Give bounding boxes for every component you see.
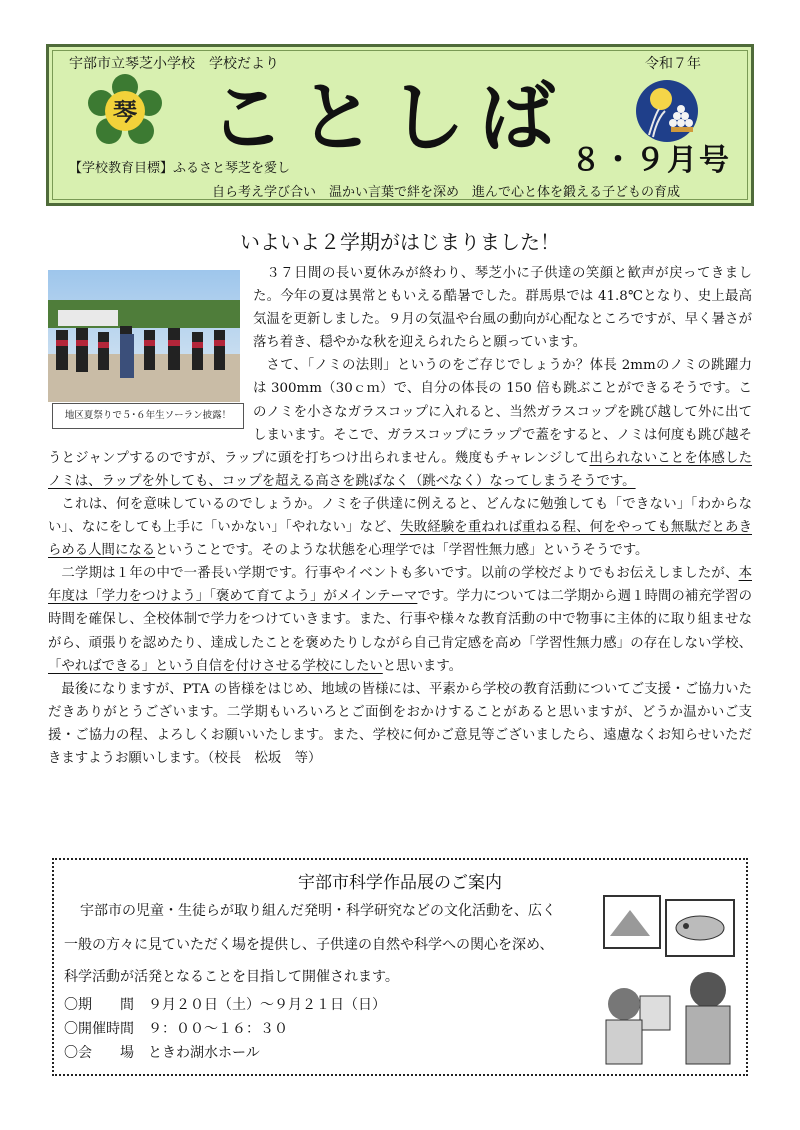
paragraph-4-text-end: と思います。: [382, 658, 463, 674]
paragraph-4-text: 二学期は１年の中で一番長い学期です。行事やイベントも多いです。以前の学校だよりでもお伝えしましたが、: [61, 566, 739, 582]
masthead-title: ことしば: [209, 73, 569, 162]
goal-text1: ふるさと琴芝を愛し: [173, 161, 291, 176]
paragraph-4-underlined-1: 本年度は「学力をつけよう」「褒めて育てよう」がメインテーマ: [48, 566, 752, 605]
paragraph-1: ３７日間の長い夏休みが終わり、琴芝小に子供達の笑顔と歓声が戻ってきました。今年の夏は異常ともいえる酷暑でした。群馬県では 41.8℃となり、史上最高気温を更新しました。９月の気温や台風の動向が心配なところですが、早く暑さが落ち着き、穏やかな秋を迎えられたらと願っています。: [253, 266, 752, 351]
emblem-glyph: 琴: [113, 97, 137, 126]
school-goal-line1: [69, 157, 290, 176]
festival-photo: [48, 270, 240, 402]
era-year: 令和７年: [645, 56, 701, 72]
newsletter-header: [46, 44, 754, 206]
science-exhibit-notice: [52, 858, 748, 1076]
paragraph-3-underlined: 失敗経験を重ねれば重ねる程、何をやっても無駄だとあきらめる人間になる: [48, 520, 752, 559]
paragraph-3: [48, 493, 752, 562]
goal-label: 【学校教育目標】: [69, 161, 174, 176]
school-goal-line2: 自ら考え学び合い 温かい言葉で絆を深め 進んで心と体を鍛える子どもの育成: [212, 185, 681, 200]
notice-venue: 〇会 場 ときわ湖水ホール: [64, 1045, 260, 1061]
paragraph-4: [48, 562, 752, 677]
notice-hours: 〇開催時間 ９：００～１６：３０: [64, 1021, 288, 1037]
article-title: いよいよ２学期がはじまりました！: [240, 230, 560, 254]
notice-title: 宇部市科学作品展のご案内: [298, 873, 502, 893]
notice-line2: 一般の方々に見ていただく場を提供し、子供達の自然や科学への関心を深め、: [64, 937, 554, 953]
photo-caption: 地区夏祭りで５･６年生ソーラン披露！: [52, 403, 244, 429]
paragraph-5: 最後になりますが、PTA の皆様をはじめ、地域の皆様には、平素から学校の教育活動についてご支援・ご協力いただきありがとうございます。二学期もいろいろとご面倒をおかけすることがあると思いますが、どうか温かいご支援・ご協力の程、よろしくお願いいたします。また、学校に何かご意見等ございましたら、遠慮なくお知らせいただきますようお願いします。（校長 松坂 等）: [48, 681, 752, 766]
notice-period: 〇期 間 ９月２０日（土）～９月２１日（日）: [64, 997, 386, 1013]
paragraph-3-text: これは、何を意味しているのでしょうか。ノミを子供達に例えると、どんなに勉強しても「できない」「わからない」、なにをしても上手に「いかない」「やれない」など、: [48, 496, 752, 536]
exhibit-illustration: [600, 892, 740, 1068]
paragraph-2-underlined: 出られないことを体感したノミは、ラップを外しても、コップを超える高さを跳ばなく（跳べなく）なってしまうそうです。: [48, 450, 753, 489]
school-emblem-icon: [87, 73, 163, 149]
notice-line3: 科学活動が活発となることを目指して開催されます。: [64, 969, 399, 985]
notice-line1: 宇部市の児童・生徒らが取り組んだ発明・科学研究などの文化活動を、広く: [80, 903, 556, 919]
issue-number: ８・９月号: [571, 143, 731, 178]
paragraph-4-text-mid: です。学力については二学期から週１時間の補充学習の時間を確保し、全校体制で学力をつけていきます。また、行事や様々な教育活動の中で物事に主体的に取り組ませながら、頑張りを認めたり、達成したことを褒めたりしながら自己肯定感を高め「学習性無力感」の存在しない学校、: [48, 589, 752, 651]
paragraph-4-underlined-2: 「やればできる」という自信を付けさせる学校にしたい: [48, 658, 383, 674]
school-name: 宇部市立琴芝小学校 学校だより: [69, 56, 279, 72]
paragraph-2-text: さて、「ノミの法則」というのをご存じでしょうか？体長 2mmのノミの跳躍力は 300mm（30ｃｍ）で、自分の体長の 150 倍も跳ぶことができるそうです。このノミを小さなガラスコップに入れると、当然ガラスコップを跳び越して外に出てしまいます。そこで、ガラスコップにラップで蓋をすると、ノミは何度も跳び越そうとジャンプするのですが、ラップに頭を打ちつけ出られません。幾度もチャレンジして: [48, 358, 752, 466]
paragraph-3-text-end: ということです。そのような状態を心理学では「学習性無力感」というそうです。: [155, 543, 649, 559]
moon-viewing-icon: [635, 79, 699, 143]
